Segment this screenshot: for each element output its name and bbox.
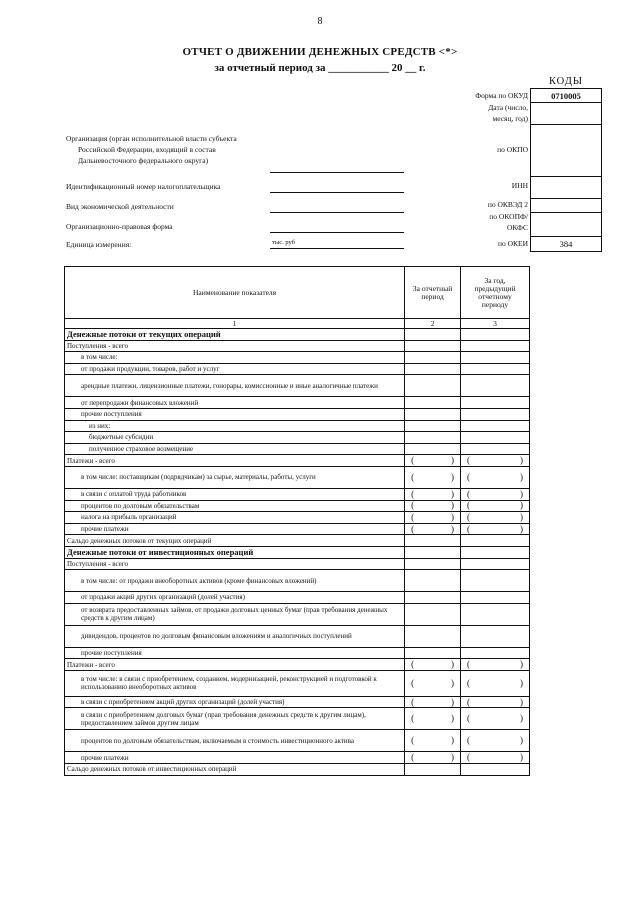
- current-period-cell[interactable]: [405, 408, 461, 420]
- row-label: Платежи - всего: [65, 659, 405, 671]
- parenthesis-pair: [461, 660, 529, 669]
- current-period-cell[interactable]: [405, 488, 461, 500]
- row-label: от продажи акций других организаций (долей участия): [65, 592, 405, 604]
- previous-period-cell[interactable]: [461, 625, 530, 647]
- previous-period-cell[interactable]: [461, 558, 530, 570]
- current-period-cell[interactable]: [405, 523, 461, 535]
- table-row: [65, 408, 530, 420]
- row-label: Денежные потоки от текущих операций: [65, 329, 405, 341]
- unit-label: Единица измерения:: [66, 240, 132, 249]
- table-row: [65, 603, 530, 625]
- legal-form-label: Организационно-правовая форма: [66, 222, 173, 231]
- close-paren: ): [520, 696, 523, 707]
- open-paren: (: [467, 471, 471, 482]
- row-label: налога на прибыль организаций: [65, 512, 405, 524]
- previous-period-cell[interactable]: [461, 570, 530, 592]
- row-label: от продажи продукции, товаров, работ и услуг: [65, 363, 405, 375]
- previous-period-cell[interactable]: [461, 708, 530, 730]
- current-period-cell[interactable]: [405, 603, 461, 625]
- close-paren: ): [520, 523, 523, 534]
- current-period-cell[interactable]: [405, 730, 461, 752]
- row-label: в том числе:: [65, 352, 405, 364]
- current-period-cell[interactable]: [405, 397, 461, 409]
- close-paren: ): [520, 735, 523, 746]
- page-title: ОТЧЕТ О ДВИЖЕНИИ ДЕНЕЖНЫХ СРЕДСТВ <*>: [182, 46, 458, 58]
- row-label: в связи с приобретением долговых бумаг (прав требования денежных средств к другим лицам), предоставлением займов другим лицам: [65, 708, 405, 730]
- close-paren: ): [520, 511, 523, 522]
- current-period-cell[interactable]: [405, 625, 461, 647]
- legal-form-input-line[interactable]: [270, 232, 404, 233]
- close-paren: ): [451, 500, 455, 511]
- current-period-cell[interactable]: [405, 329, 461, 341]
- open-paren: (: [467, 659, 471, 670]
- row-label: от возврата предоставленных займов, от продажи долговых ценных бумаг (прав требования денежных средств к другим лицам): [65, 603, 405, 625]
- open-paren: (: [411, 659, 415, 670]
- previous-period-cell[interactable]: [461, 752, 530, 764]
- current-period-cell[interactable]: [405, 764, 461, 776]
- parenthesis-pair: [461, 679, 529, 688]
- open-paren: (: [411, 735, 415, 746]
- parenthesis-pair: [461, 473, 529, 482]
- col-header-current: [405, 267, 461, 319]
- previous-period-cell[interactable]: [461, 730, 530, 752]
- close-paren: ): [451, 735, 455, 746]
- row-label: в связи с приобретением акций других организаций (долей участия): [65, 696, 405, 708]
- col-header-previous: [461, 267, 530, 319]
- codes-header: КОДЫ: [548, 76, 584, 87]
- close-paren: ): [520, 471, 523, 482]
- previous-period-cell[interactable]: [461, 443, 530, 455]
- org-input-line[interactable]: [270, 172, 404, 173]
- current-period-cell[interactable]: [405, 512, 461, 524]
- current-period-cell[interactable]: [405, 443, 461, 455]
- close-paren: ): [520, 488, 523, 499]
- previous-period-cell[interactable]: [461, 500, 530, 512]
- table-row: [65, 488, 530, 500]
- parenthesis-pair: [405, 501, 460, 510]
- previous-period-cell[interactable]: [461, 408, 530, 420]
- open-paren: (: [467, 511, 471, 522]
- close-paren: ): [520, 677, 523, 688]
- table-row: [65, 535, 530, 547]
- table-row: [65, 659, 530, 671]
- close-paren: ): [451, 696, 455, 707]
- previous-period-cell[interactable]: [461, 455, 530, 467]
- current-period-cell[interactable]: [405, 363, 461, 375]
- page-number: 8: [317, 16, 323, 27]
- table-row: [65, 752, 530, 764]
- current-period-cell[interactable]: [405, 558, 461, 570]
- row-label: арендные платежи, лицензионные платежи, гонорары, комиссионные и иные аналогичные платежи: [65, 375, 405, 397]
- date-label-1: Дата (число,: [488, 103, 528, 112]
- current-period-cell[interactable]: [405, 570, 461, 592]
- parenthesis-pair: [405, 736, 460, 745]
- open-paren: (: [411, 696, 415, 707]
- col-current-line-2: период: [421, 291, 444, 301]
- previous-period-cell[interactable]: [461, 764, 530, 776]
- open-paren: (: [467, 455, 471, 466]
- col-number-3: 3: [461, 319, 530, 329]
- close-paren: ): [451, 659, 455, 670]
- col-number-1: 1: [65, 319, 405, 329]
- row-label: бюджетные субсидии: [65, 432, 405, 444]
- current-period-cell[interactable]: [405, 670, 461, 696]
- table-row: [65, 363, 530, 375]
- previous-period-cell[interactable]: [461, 696, 530, 708]
- page-subtitle: за отчетный период за ___________ 20 __ г.: [214, 62, 426, 74]
- row-label: Денежные потоки от инвестиционных операций: [65, 546, 405, 558]
- close-paren: ): [520, 659, 523, 670]
- table-row: [65, 670, 530, 696]
- row-label: процентов по долговым обязательствам, включаемым в стоимость инвестиционного актива: [65, 730, 405, 752]
- col-current-line-1: За отчетный: [412, 283, 453, 293]
- current-period-cell[interactable]: [405, 352, 461, 364]
- previous-period-cell[interactable]: [461, 352, 530, 364]
- unit-value: тыс. руб: [272, 239, 295, 246]
- open-paren: (: [411, 523, 415, 534]
- okopf-label-2: ОКФС: [506, 223, 528, 232]
- current-period-cell[interactable]: [405, 500, 461, 512]
- previous-period-cell[interactable]: [461, 512, 530, 524]
- okud-label: Форма по ОКУД: [475, 91, 528, 100]
- section-row: [65, 329, 530, 341]
- date-cell[interactable]: [531, 103, 601, 125]
- previous-period-cell[interactable]: [461, 659, 530, 671]
- previous-period-cell[interactable]: [461, 420, 530, 432]
- okopf-cell[interactable]: [531, 213, 601, 237]
- parenthesis-pair: [405, 679, 460, 688]
- row-label: полученное страховое возмещение: [65, 443, 405, 455]
- previous-period-cell[interactable]: [461, 546, 530, 558]
- previous-period-cell[interactable]: [461, 592, 530, 604]
- okpo-cell[interactable]: [531, 125, 601, 177]
- table-row: [65, 570, 530, 592]
- previous-period-cell[interactable]: [461, 523, 530, 535]
- open-paren: (: [411, 511, 415, 522]
- row-label: от перепродажи финансовых вложений: [65, 397, 405, 409]
- previous-period-cell[interactable]: [461, 375, 530, 397]
- row-label: в том числе: в связи с приобретением, созданием, модернизацией, реконструкцией и подготовкой к использованию внеоборотных активов: [65, 670, 405, 696]
- codes-box: [530, 88, 602, 252]
- table-row: [65, 432, 530, 444]
- current-period-cell[interactable]: [405, 752, 461, 764]
- table-row: [65, 647, 530, 659]
- parenthesis-pair: [461, 714, 529, 723]
- table-row: [65, 558, 530, 570]
- okved-cell[interactable]: [531, 199, 601, 213]
- open-paren: (: [467, 713, 471, 724]
- table-row: [65, 592, 530, 604]
- close-paren: ): [451, 713, 455, 724]
- org-label-3: Дальневосточного федерального округа): [78, 156, 209, 165]
- col-prev-line-1: За год,: [484, 275, 506, 285]
- parenthesis-pair: [461, 698, 529, 707]
- close-paren: ): [451, 511, 455, 522]
- parenthesis-pair: [405, 660, 460, 669]
- previous-period-cell[interactable]: [461, 340, 530, 352]
- parenthesis-pair: [461, 513, 529, 522]
- okpo-label: по ОКПО: [497, 145, 528, 154]
- open-paren: (: [411, 471, 415, 482]
- table-row: [65, 730, 530, 752]
- table-row: [65, 352, 530, 364]
- table-row: [65, 708, 530, 730]
- okopf-label-1: по ОКОПФ/: [489, 212, 528, 221]
- table-row: [65, 443, 530, 455]
- close-paren: ): [520, 752, 523, 763]
- current-period-cell[interactable]: [405, 696, 461, 708]
- row-label: в том числе: от продажи внеоборотных активов (кроме финансовых вложений): [65, 570, 405, 592]
- open-paren: (: [467, 488, 471, 499]
- current-period-cell[interactable]: [405, 708, 461, 730]
- okei-label: по ОКЕИ: [497, 239, 528, 248]
- column-number-row: [65, 319, 530, 329]
- col-number-2: 2: [405, 319, 461, 329]
- previous-period-cell[interactable]: [461, 535, 530, 547]
- table-row: [65, 420, 530, 432]
- row-label: прочие поступления: [65, 647, 405, 659]
- inn-input-line[interactable]: [270, 192, 404, 193]
- col-prev-line-4: периоду: [481, 299, 509, 309]
- parenthesis-pair: [461, 753, 529, 762]
- close-paren: ): [451, 523, 455, 534]
- parenthesis-pair: [461, 736, 529, 745]
- inn-label: ИНН: [511, 181, 528, 190]
- close-paren: ): [520, 500, 523, 511]
- table-row: [65, 500, 530, 512]
- open-paren: (: [411, 500, 415, 511]
- open-paren: (: [411, 488, 415, 499]
- row-label: Поступления - всего: [65, 340, 405, 352]
- open-paren: (: [467, 696, 471, 707]
- row-label: дивидендов, процентов по долговым финансовым вложениям и аналогичных поступлений: [65, 625, 405, 647]
- previous-period-cell[interactable]: [461, 603, 530, 625]
- previous-period-cell[interactable]: [461, 397, 530, 409]
- cashflow-table: [64, 266, 530, 776]
- table-row: [65, 340, 530, 352]
- current-period-cell[interactable]: [405, 647, 461, 659]
- inn-field-label: Идентификационный номер налогоплательщика: [66, 182, 221, 191]
- close-paren: ): [451, 471, 455, 482]
- table-row: [65, 764, 530, 776]
- row-label: процентов по долговым обязательствам: [65, 500, 405, 512]
- okei-code: 384: [559, 239, 573, 249]
- current-period-cell[interactable]: [405, 535, 461, 547]
- open-paren: (: [411, 677, 415, 688]
- parenthesis-pair: [405, 714, 460, 723]
- close-paren: ): [451, 677, 455, 688]
- unit-line: [270, 248, 404, 249]
- row-label: прочие поступления: [65, 408, 405, 420]
- parenthesis-pair: [405, 473, 460, 482]
- activity-label: Вид экономической деятельности: [66, 202, 174, 211]
- current-period-cell[interactable]: [405, 466, 461, 488]
- row-label: Сальдо денежных потоков от текущих операций: [65, 535, 405, 547]
- current-period-cell[interactable]: [405, 659, 461, 671]
- current-period-cell[interactable]: [405, 432, 461, 444]
- table-row: [65, 375, 530, 397]
- close-paren: ): [520, 713, 523, 724]
- previous-period-cell[interactable]: [461, 329, 530, 341]
- current-period-cell[interactable]: [405, 375, 461, 397]
- parenthesis-pair: [405, 513, 460, 522]
- col-prev-line-3: отчетному: [478, 291, 512, 301]
- org-label-2: Российской Федерации, входящий в состав: [78, 145, 216, 154]
- parenthesis-pair: [461, 456, 529, 465]
- okud-code: 0710005: [531, 89, 601, 103]
- open-paren: (: [411, 713, 415, 724]
- previous-period-cell[interactable]: [461, 647, 530, 659]
- open-paren: (: [467, 752, 471, 763]
- table-row: [65, 523, 530, 535]
- org-label-1: Организация (орган исполнительной власти субъекта: [66, 134, 237, 143]
- parenthesis-pair: [405, 753, 460, 762]
- table-row: [65, 512, 530, 524]
- open-paren: (: [467, 735, 471, 746]
- parenthesis-pair: [461, 501, 529, 510]
- previous-period-cell[interactable]: [461, 363, 530, 375]
- current-period-cell[interactable]: [405, 340, 461, 352]
- row-label: Платежи - всего: [65, 455, 405, 467]
- row-label: Поступления - всего: [65, 558, 405, 570]
- parenthesis-pair: [405, 698, 460, 707]
- close-paren: ): [451, 488, 455, 499]
- parenthesis-pair: [405, 456, 460, 465]
- current-period-cell[interactable]: [405, 420, 461, 432]
- parenthesis-pair: [461, 490, 529, 499]
- table-row: [65, 455, 530, 467]
- section-row: [65, 546, 530, 558]
- previous-period-cell[interactable]: [461, 488, 530, 500]
- close-paren: ): [451, 752, 455, 763]
- inn-cell[interactable]: [531, 177, 601, 199]
- close-paren: ): [520, 455, 523, 466]
- col-prev-line-2: предыдущий: [474, 283, 516, 293]
- col-header-name: Наименование показателя: [65, 267, 405, 319]
- table-row: [65, 696, 530, 708]
- date-label-2: месяц, год): [492, 114, 528, 123]
- table-row: [65, 397, 530, 409]
- table-row: [65, 466, 530, 488]
- open-paren: (: [411, 752, 415, 763]
- row-label: прочие платежи: [65, 523, 405, 535]
- close-paren: ): [451, 455, 455, 466]
- current-period-cell[interactable]: [405, 592, 461, 604]
- row-label: прочие платежи: [65, 752, 405, 764]
- previous-period-cell[interactable]: [461, 432, 530, 444]
- activity-input-line[interactable]: [270, 212, 404, 213]
- parenthesis-pair: [405, 490, 460, 499]
- open-paren: (: [411, 455, 415, 466]
- current-period-cell[interactable]: [405, 455, 461, 467]
- row-label: в связи с оплатой труда работников: [65, 488, 405, 500]
- table-header-row: [65, 267, 530, 319]
- okved-label: по ОКВЭД 2: [487, 200, 528, 209]
- open-paren: (: [467, 523, 471, 534]
- previous-period-cell[interactable]: [461, 466, 530, 488]
- row-label: Сальдо денежных потоков от инвестиционных операций: [65, 764, 405, 776]
- open-paren: (: [467, 677, 471, 688]
- parenthesis-pair: [405, 525, 460, 534]
- parenthesis-pair: [461, 525, 529, 534]
- previous-period-cell[interactable]: [461, 670, 530, 696]
- open-paren: (: [467, 500, 471, 511]
- row-label: в том числе: поставщикам (подрядчикам) за сырье, материалы, работы, услуги: [65, 466, 405, 488]
- table-row: [65, 625, 530, 647]
- row-label: из них:: [65, 420, 405, 432]
- current-period-cell[interactable]: [405, 546, 461, 558]
